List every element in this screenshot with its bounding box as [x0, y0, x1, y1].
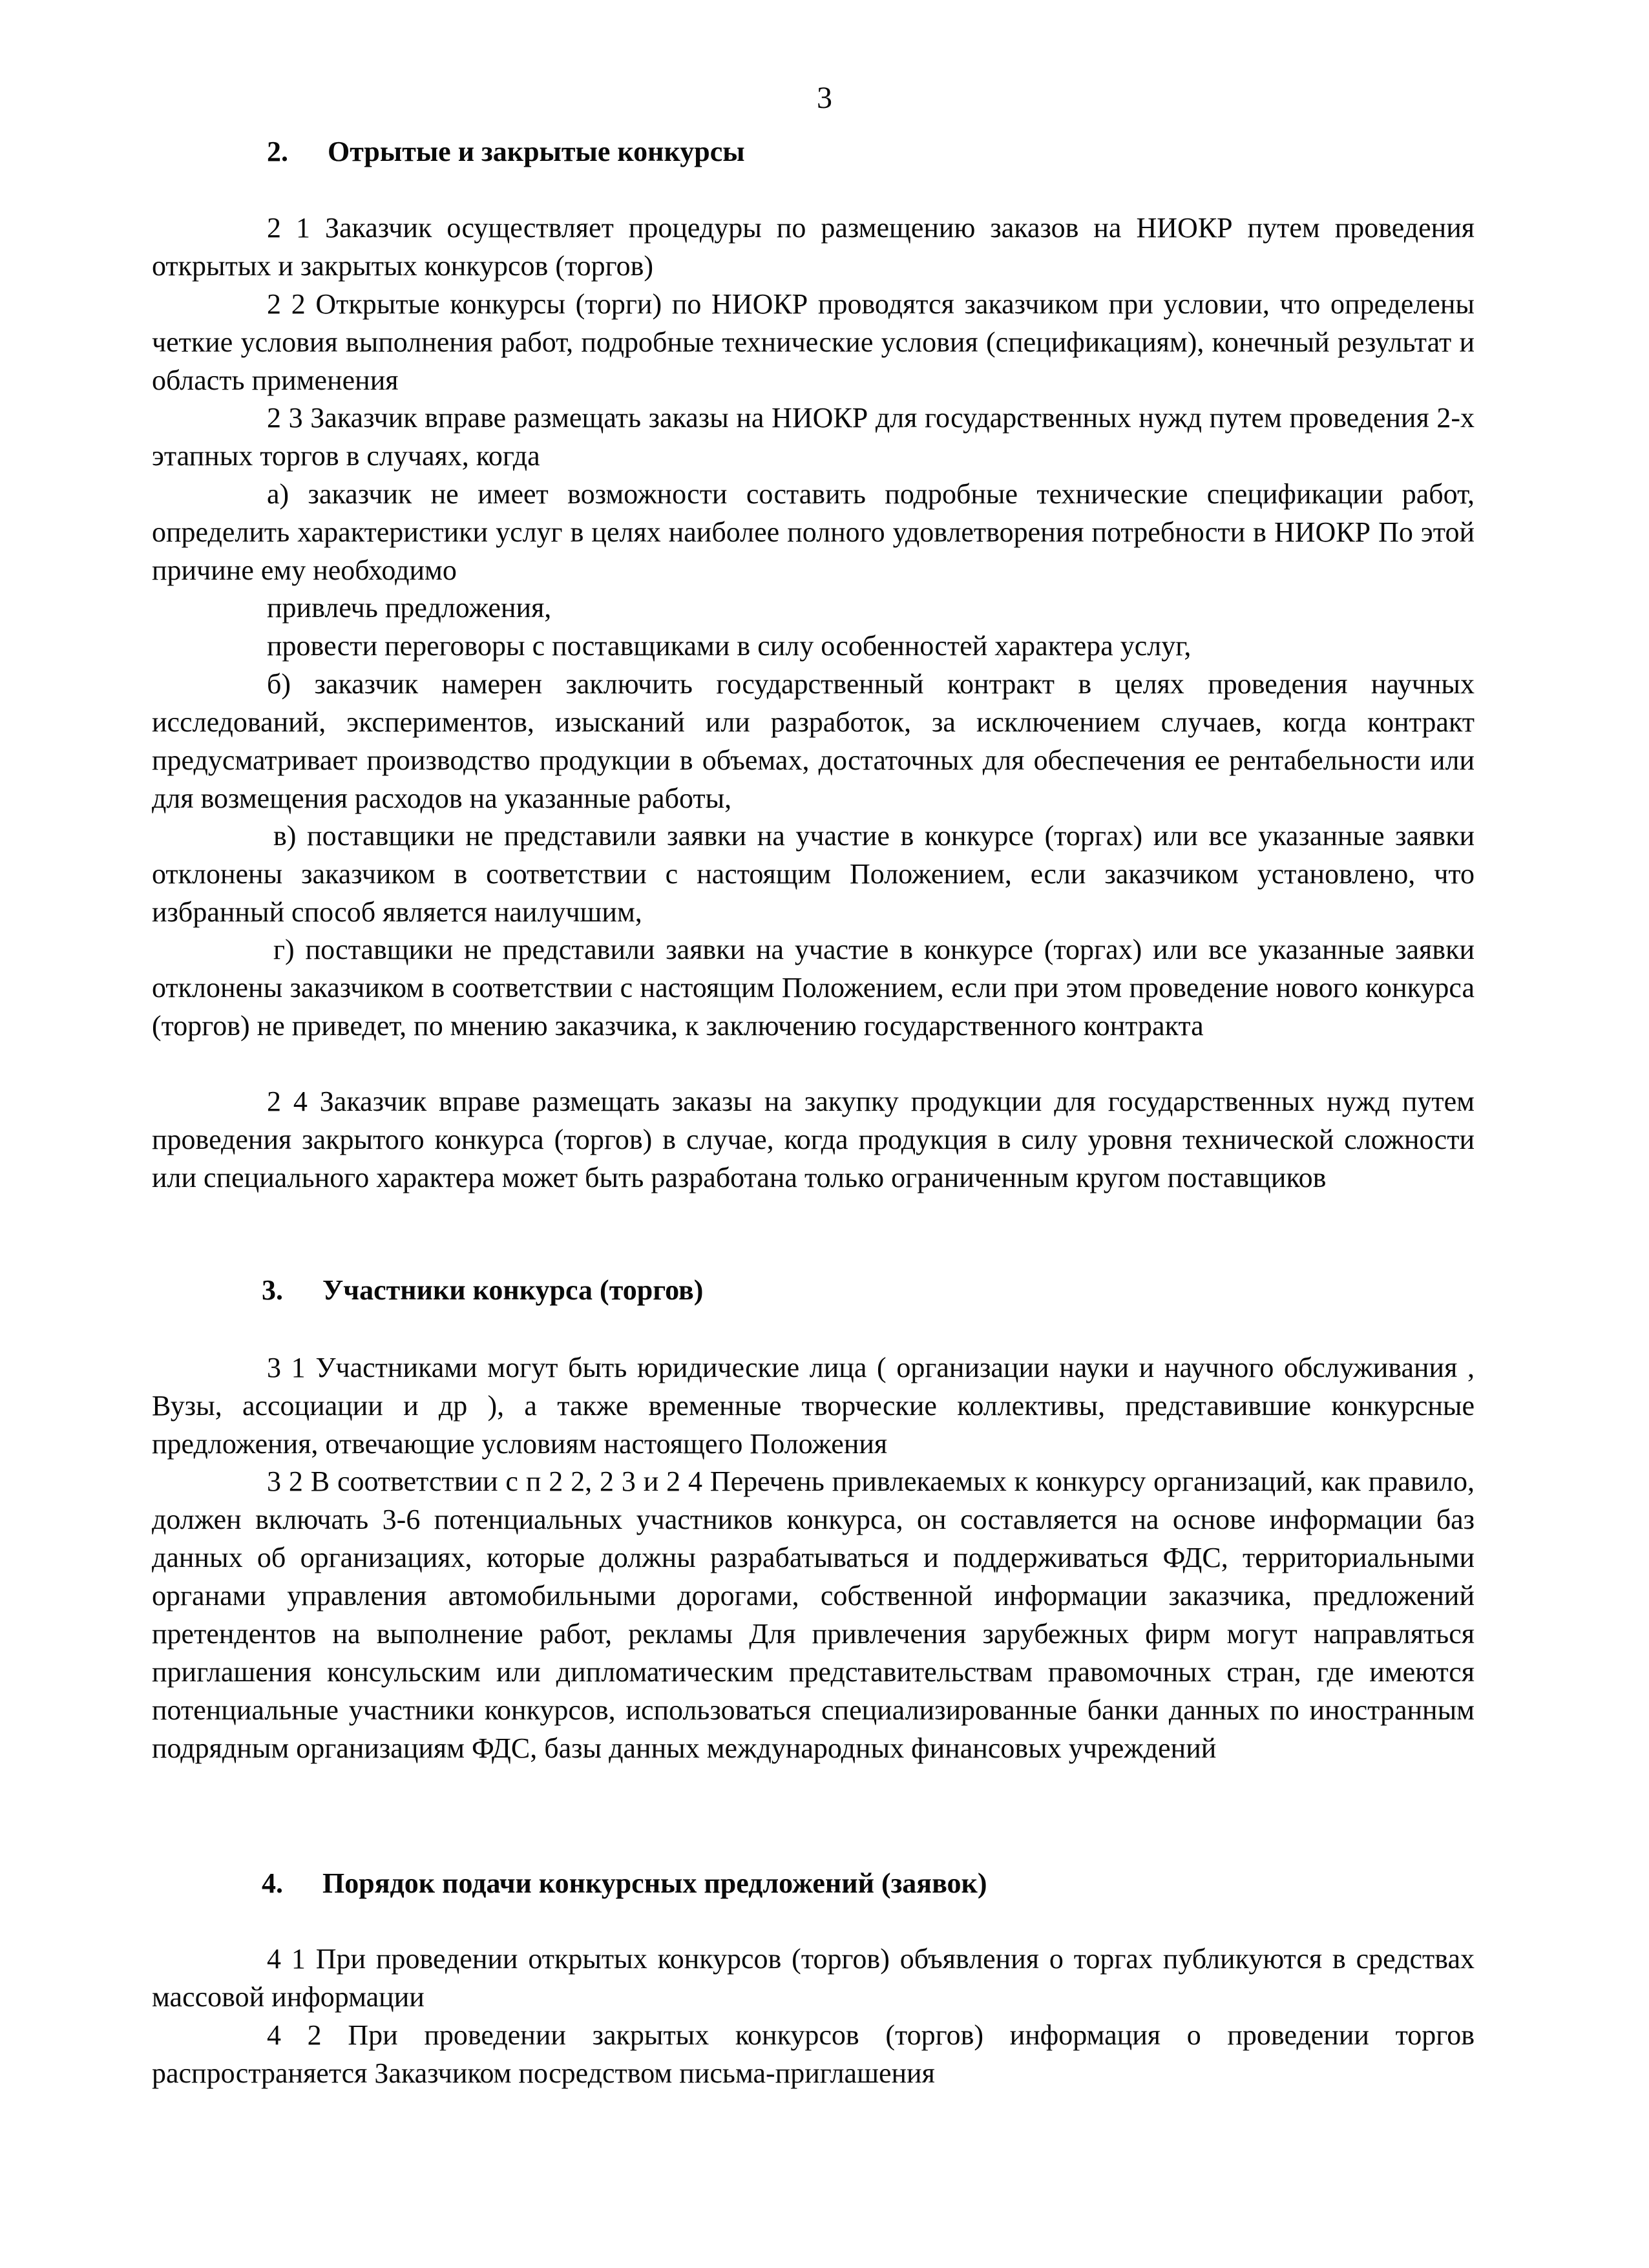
paragraph: 2 4 Заказчик вправе размещать заказы на закупку продукции для государственных нужд путем проведения закрытого конкурса (торгов) в случае, когда продукция в силу уровня технической сложности или специального характера может быть разработана только ограниченным кругом поставщиков [152, 1086, 1475, 1193]
paragraph: 2 2 Открытые конкурсы (торги) по НИОКР проводятся заказчиком при условии, что определены четкие условия выполнения работ, подробные технические условия (спецификациям), конечный результат и область применения [152, 288, 1475, 396]
paragraph: 4 1 При проведении открытых конкурсов (торгов) объявления о торгах публикуются в средствах массовой информации [152, 1943, 1475, 2013]
section-heading [262, 1271, 703, 1310]
paragraph: 3 2 В соответствии с п 2 2, 2 3 и 2 4 Перечень привлекаемых к конкурсу организаций, как правило, должен включать 3-6 потенциальных участников конкурса, он составляется на основе информации баз данных об организациях, которые должны разрабатываться и поддерживаться ФДС, территориальными органами управления автомобильными дорогами, собственной информации заказчика, предложений претендентов на выполнение работ, рекламы Для привлечения зарубежных фирм могут направляться приглашения консульским или дипломатическим представительствам правомочных стран, где имеются потенциальные участники конкурсов, использоваться специализированные банки данных по иностранным подрядным организациям ФДС, базы данных международных финансовых учреждений [152, 1465, 1475, 1764]
paragraph: 3 1 Участниками могут быть юридические лица ( организации науки и научного обслуживания , Вузы, ассоциации и др ), а также временные творческие коллективы, представившие конкурсные предложения, отвечающие условиям настоящего Положения [152, 1352, 1475, 1460]
section-title: Отрытые и закрытые конкурсы [328, 136, 745, 167]
paragraph: 4 2 При проведении закрытых конкурсов (торгов) информация о проведении торгов распространяется Заказчиком посредством письма-приглашения [152, 2019, 1475, 2089]
section-heading [267, 132, 745, 171]
paragraph: г) поставщики не представили заявки на участие в конкурсе (торгах) или все указанные заявки отклонены заказчиком в соответствии с настоящим Положением, если при этом проведение нового конкурса (торгов) не приведет, по мнению заказчика, к заключению государственного контракта [152, 934, 1475, 1042]
section-title: Участники конкурса (торгов) [322, 1274, 704, 1306]
section-number: 3. [262, 1274, 283, 1306]
section-number: 4. [262, 1867, 283, 1899]
section-number: 2. [267, 136, 288, 167]
paragraph: в) поставщики не представили заявки на участие в конкурсе (торгах) или все указанные заявки отклонены заказчиком в соответствии с настоящим Положением, если заказчиком установлено, что избранный способ является наилучшим, [152, 820, 1475, 928]
paragraph: 2 3 Заказчик вправе размещать заказы на НИОКР для государственных нужд путем проведения 2-х этапных торгов в случаях, когда [152, 402, 1475, 472]
paragraph: б) заказчик намерен заключить государственный контракт в целях проведения научных исследований, экспериментов, изысканий или разработок, за исключением случаев, когда контракт предусматривает производство продукции в объемах, достаточных для обеспечения ее рентабельности или для возмещения расходов на указанные работы, [152, 668, 1475, 814]
section-heading [262, 1864, 987, 1903]
page-number: 3 [817, 81, 832, 115]
paragraph: провести переговоры с поставщиками в силу особенностей характера услуг, [267, 630, 1192, 662]
paragraph: привлечь предложения, [267, 592, 552, 624]
section-title: Порядок подачи конкурсных предложений (заявок) [322, 1867, 987, 1899]
paragraph: 2 1 Заказчик осуществляет процедуры по размещению заказов на НИОКР путем проведения открытых и закрытых конкурсов (торгов) [152, 212, 1475, 282]
paragraph: а) заказчик не имеет возможности составить подробные технические спецификации работ, определить характеристики услуг в целях наиболее полного удовлетворения потребности в НИОКР По этой причине ему необходимо [152, 478, 1475, 586]
